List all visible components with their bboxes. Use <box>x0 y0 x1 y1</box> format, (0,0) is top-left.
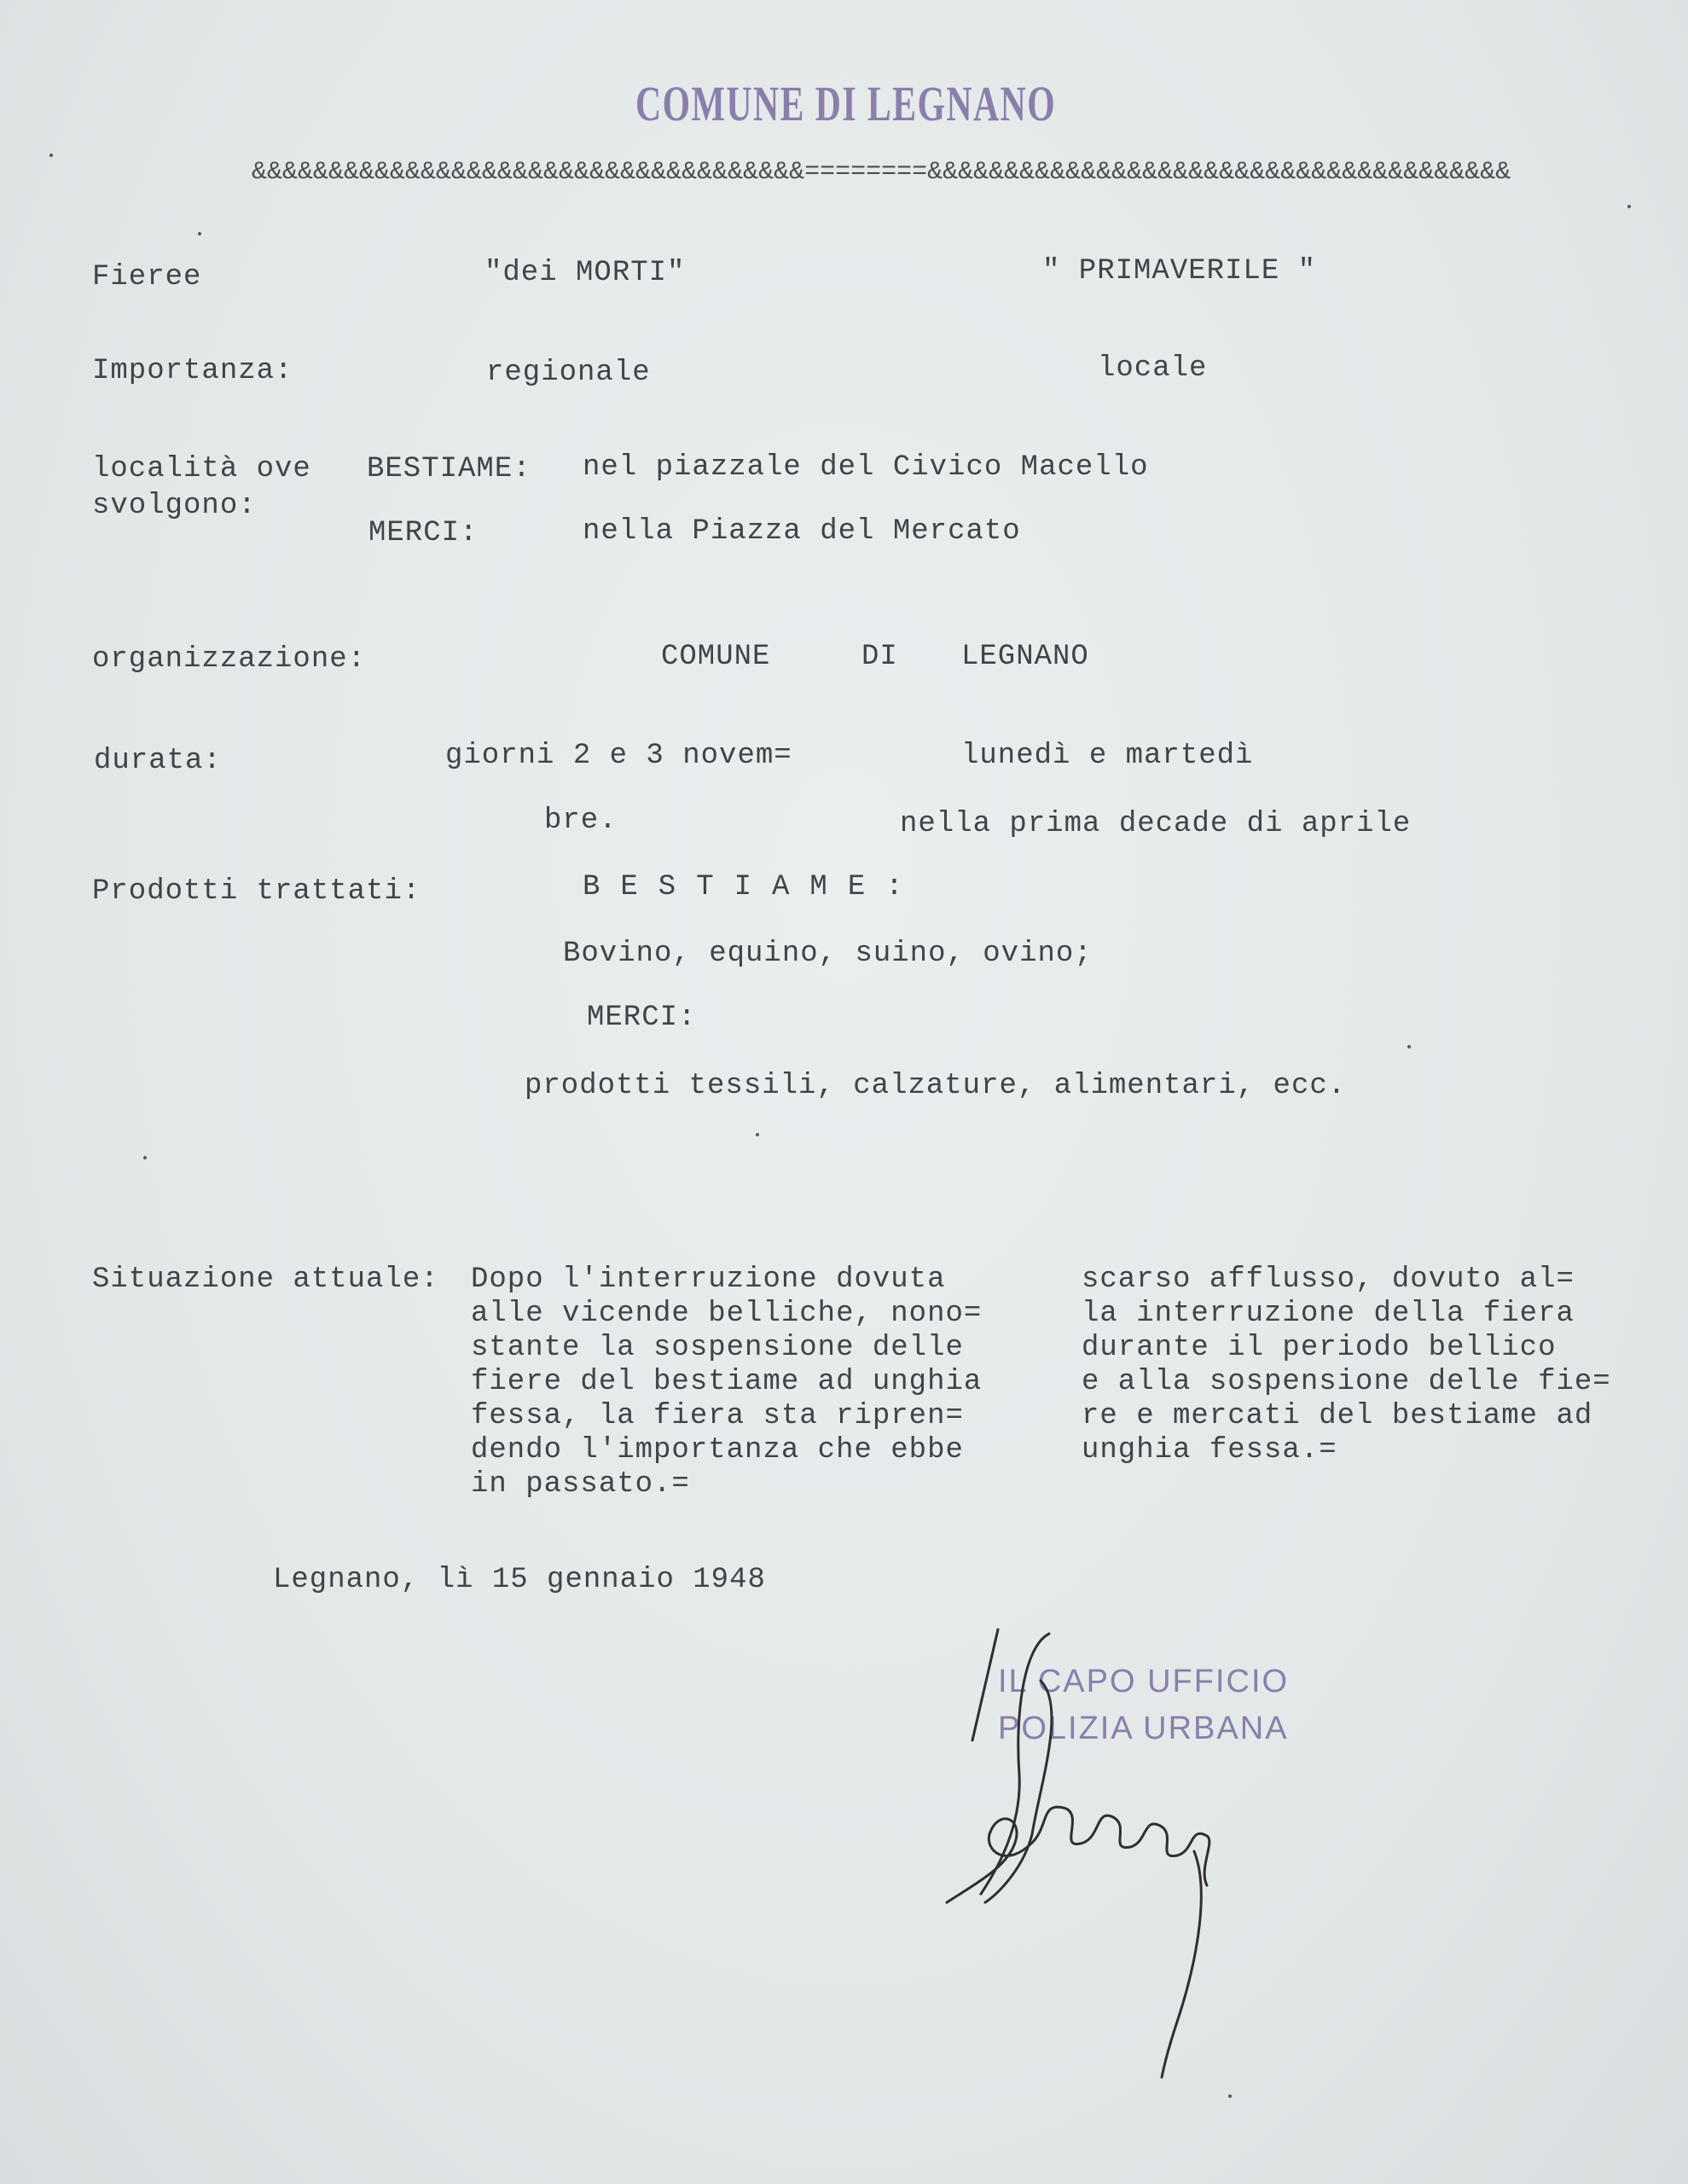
localita-label-line2: svolgono: <box>92 490 257 522</box>
situazione-col2-line: la interruzione della fiera <box>1082 1298 1575 1330</box>
prodotti-bestiame-heading: BESTIAME: <box>583 871 924 903</box>
signature <box>938 1612 1279 2090</box>
situazione-col1-line: dendo l'importanza che ebbe <box>471 1434 964 1467</box>
header-divider: &&&&&&&&&&&&&&&&&&&&&&&&&&&&&&&&&&&&========&&&&&&&&&&&&&&&&&&&&&&&&&&&&&&&&&&&&&& <box>252 158 1511 187</box>
organizzazione-comune: COMUNE <box>661 641 771 673</box>
situazione-col2-line: durante il periodo bellico <box>1082 1332 1557 1364</box>
durata-primaverile-line2: nella prima decade di aprile <box>900 808 1412 840</box>
situazione-col1-line: Dopo l'interruzione dovuta <box>471 1263 946 1296</box>
durata-primaverile-line1: lunedì e martedì <box>961 740 1254 772</box>
header-stamp: COMUNE DI LEGNANO <box>635 76 1057 131</box>
office-stamp-line1: IL CAPO UFFICIO <box>998 1664 1290 1699</box>
localita-label-line1: località ove <box>92 453 311 485</box>
situazione-col1-line: fessa, la fiera sta ripren= <box>471 1400 964 1432</box>
localita-bestiame-key: BESTIAME: <box>367 453 531 485</box>
situazione-col2-line: unghia fessa.= <box>1082 1434 1337 1467</box>
importanza-regionale: regionale <box>486 357 651 389</box>
situazione-col1-line: in passato.= <box>471 1468 690 1501</box>
situazione-col2-line: re e mercati del bestiame ad <box>1082 1400 1593 1432</box>
paper-speck <box>1627 205 1631 208</box>
prodotti-merci-heading: MERCI: <box>587 1002 697 1034</box>
organizzazione-label: organizzazione: <box>92 643 367 676</box>
durata-label: durata: <box>94 745 222 777</box>
paper-speck <box>198 232 201 235</box>
situazione-col2-line: scarso afflusso, dovuto al= <box>1082 1263 1575 1296</box>
prodotti-bestiame-list: Bovino, equino, suino, ovino; <box>563 938 1093 970</box>
paper-speck <box>1228 2094 1232 2098</box>
situazione-label: Situazione attuale: <box>92 1263 439 1296</box>
situazione-col2-line: e alla sospensione delle fie= <box>1082 1366 1611 1398</box>
situazione-col1-line: alle vicende belliche, nono= <box>471 1298 983 1330</box>
fiere-morti: "dei MORTI" <box>484 257 686 289</box>
paper-speck <box>756 1133 759 1136</box>
localita-bestiame-value: nel piazzale del Civico Macello <box>583 451 1149 484</box>
durata-morti-line2: bre. <box>544 804 618 837</box>
organizzazione-di: DI <box>861 641 898 673</box>
prodotti-merci-list: prodotti tessili, calzature, alimentari, ecc. <box>525 1070 1347 1102</box>
fiere-label: Fieree <box>92 261 202 293</box>
signature-stroke <box>972 1629 998 1740</box>
localita-merci-value: nella Piazza del Mercato <box>583 515 1021 548</box>
paper-speck <box>1407 1045 1411 1048</box>
importanza-locale: locale <box>1098 352 1208 385</box>
fiere-primaverile: " PRIMAVERILE " <box>1042 255 1317 288</box>
durata-morti-line1: giorni 2 e 3 novem= <box>445 740 792 772</box>
date-line: Legnano, lì 15 gennaio 1948 <box>273 1564 766 1596</box>
situazione-col1-line: fiere del bestiame ad unghia <box>471 1366 983 1398</box>
signature-stroke <box>1162 1851 1201 2077</box>
situazione-col1-line: stante la sospensione delle <box>471 1332 964 1364</box>
office-stamp-line2: POLIZIA URBANA <box>998 1711 1289 1746</box>
localita-merci-key: MERCI: <box>368 517 479 549</box>
paper-speck <box>49 154 53 157</box>
paper-speck <box>143 1156 147 1159</box>
prodotti-label: Prodotti trattati: <box>92 875 421 908</box>
importanza-label: Importanza: <box>92 355 293 387</box>
organizzazione-legnano: LEGNANO <box>961 641 1089 673</box>
